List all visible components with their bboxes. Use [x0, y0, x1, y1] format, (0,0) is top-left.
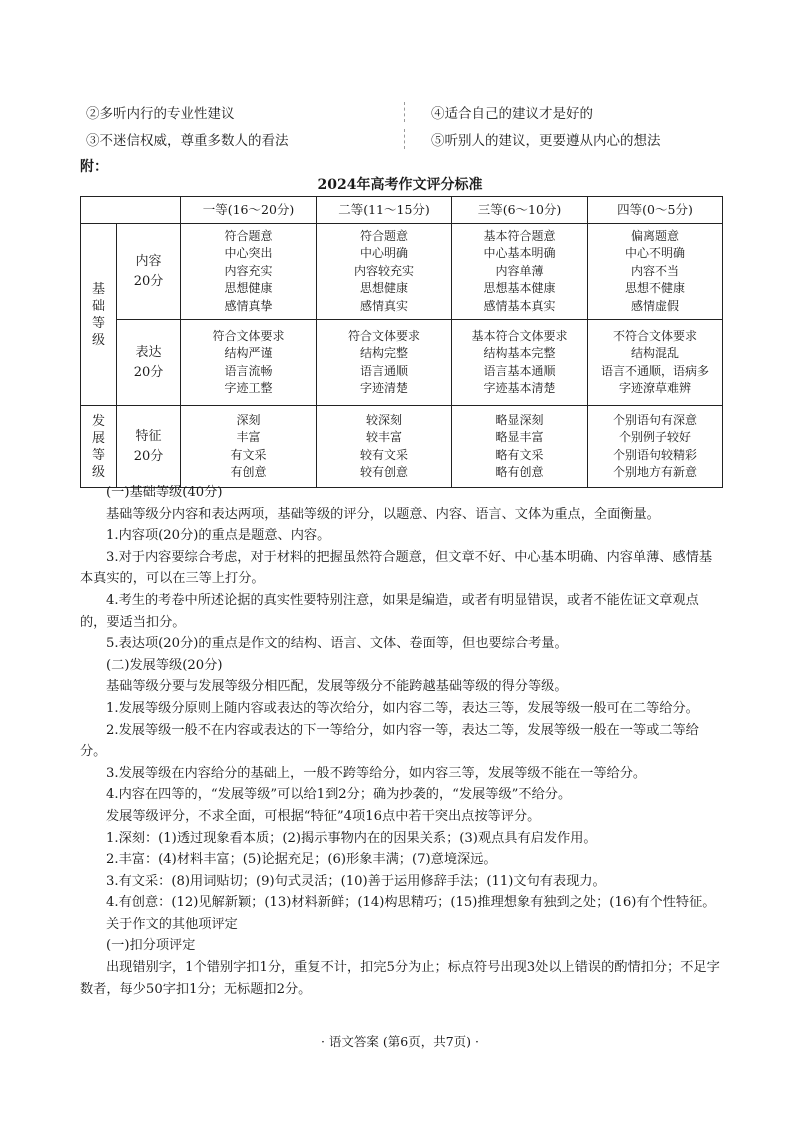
body-paragraph: 4.有创意：(12)见解新颖；(13)材料新鲜；(14)构思精巧；(15)推理想象有独到之处；(16)有个性特征。 — [106, 895, 716, 911]
criterion-cell — [588, 224, 723, 320]
option-item: ⑤听别人的建议，更要遵从内心的想法 — [431, 132, 661, 149]
criterion-line: 思想健康 — [359, 281, 408, 296]
criterion-cell — [588, 320, 723, 406]
grade-group-cell — [81, 224, 117, 406]
criterion-label-line: 20分 — [133, 448, 164, 464]
criterion-line: 字迹潦草难辨 — [618, 381, 691, 395]
grade-group-char: 础 — [91, 298, 105, 314]
grade-group-char: 等 — [91, 315, 105, 331]
body-paragraph: 3.对于内容要综合考虑，对于材料的把握虽然符合题意，但文章不好、中心基本明确、内容单薄、感情基本真实的，可以在三等上打分。 — [80, 549, 713, 587]
criterion-line: 内容单薄 — [495, 263, 544, 278]
criterion-line: 基本符合题意 — [483, 228, 556, 243]
criterion-label-line: 20分 — [133, 273, 164, 289]
body-paragraph: 4.内容在四等的，“发展等级”可以给1到2分；确为抄袭的，“发展等级”不给分。 — [106, 787, 572, 803]
criterion-line: 个别例子较好 — [618, 430, 691, 444]
criterion-label-cell — [117, 320, 181, 406]
criterion-cell — [452, 406, 588, 488]
body-paragraph: 1.深刻：(1)透过现象看本质；(2)揭示事物内在的因果关系；(3)观点具有启发作用。 — [106, 830, 597, 846]
criterion-label-cell — [117, 406, 181, 488]
criterion-line: 略显深刻 — [495, 412, 544, 427]
body-paragraph: (一)扣分项评定 — [106, 938, 196, 954]
options-row — [86, 98, 726, 125]
criterion-cell — [181, 320, 317, 406]
criterion-line: 偏离题意 — [630, 228, 679, 243]
criterion-line: 深刻 — [236, 412, 261, 427]
criterion-line: 语言基本通顺 — [483, 363, 556, 378]
criterion-line: 结构严谨 — [224, 346, 273, 360]
criterion-line: 中心明确 — [359, 246, 408, 261]
option-item: ④适合自己的建议才是好的 — [431, 105, 593, 122]
criterion-line: 符合文体要求 — [212, 328, 285, 343]
grade-group-char: 等 — [91, 447, 105, 463]
criterion-line: 语言不通顺，语病多 — [600, 363, 709, 378]
body-paragraph: 2.发展等级一般不在内容或表达的下一等给分，如内容一等，表达二等，发展等级一般在一等或二等给分。 — [80, 722, 699, 760]
body-paragraph: 1.发展等级分原则上随内容或表达的等次给分，如内容二等，表达三等，发展等级一般可在二等给分。 — [106, 700, 699, 716]
table-header-cell: 三等(6～10分) — [452, 197, 588, 224]
criterion-cell — [452, 320, 588, 406]
criterion-cell — [317, 224, 452, 320]
criterion-line: 感情真实 — [359, 298, 408, 313]
criterion-line: 中心突出 — [224, 246, 273, 261]
criterion-label-line: 内容 — [135, 253, 162, 269]
criterion-line: 内容充实 — [224, 263, 273, 278]
criterion-label-line: 特征 — [135, 428, 162, 444]
body-paragraph: 关于作文的其他项评定 — [106, 916, 238, 932]
scoring-table — [80, 196, 723, 488]
body-paragraph: 2.丰富：(4)材料丰富；(5)论据充足；(6)形象丰满；(7)意境深远。 — [106, 852, 497, 868]
table-header-cell: 二等(11～15分) — [317, 197, 452, 224]
criterion-label-cell — [117, 224, 181, 320]
criterion-cell — [588, 406, 723, 488]
criterion-cell — [317, 320, 452, 406]
body-paragraph: (一)基础等级(40分) — [106, 485, 223, 500]
appendix-label: 附： — [80, 159, 108, 175]
body-paragraph: 发展等级评分，不求全面，可根据“特征”4项16点中若干突出点按等评分。 — [106, 808, 541, 824]
criterion-line: 字迹工整 — [224, 381, 273, 395]
criterion-line: 中心不明确 — [624, 246, 685, 261]
criterion-line: 语言通顺 — [359, 363, 408, 378]
criterion-cell — [317, 406, 452, 488]
table-title: 2024年高考作文评分标准 — [317, 177, 483, 193]
table-header-cell: 一等(16～20分) — [181, 197, 317, 224]
criterion-line: 符合题意 — [224, 228, 273, 243]
criterion-line: 思想不健康 — [624, 281, 685, 296]
criterion-line: 思想基本健康 — [483, 281, 556, 296]
body-paragraph: 3.发展等级在内容给分的基础上，一般不跨等给分，如内容三等，发展等级不能在一等给分。 — [106, 765, 647, 781]
criterion-line: 略有创意 — [495, 465, 544, 479]
criterion-line: 符合题意 — [359, 228, 408, 243]
grade-group-char: 基 — [91, 281, 105, 297]
criterion-cell — [181, 224, 317, 320]
table-row — [81, 224, 723, 320]
body-paragraph: 5.表达项(20分)的重点是作文的结构、语言、文体、卷面等，但也要综合考量。 — [106, 636, 568, 652]
options-block — [86, 98, 726, 152]
criterion-line: 字迹基本清楚 — [483, 381, 556, 395]
table-row — [81, 320, 723, 406]
table-header-cell: 四等(0～5分) — [588, 197, 723, 224]
grade-group-char: 发 — [91, 413, 105, 429]
criterion-line: 结构混乱 — [630, 346, 679, 360]
dashed-divider — [404, 129, 405, 149]
criterion-line: 语言流畅 — [224, 363, 273, 378]
criterion-line: 字迹清楚 — [359, 381, 408, 395]
grade-group-char: 级 — [91, 464, 105, 480]
page-footer: · 语文答案 (第6页，共7页) · — [320, 1034, 480, 1049]
criterion-line: 思想健康 — [224, 281, 273, 296]
grade-group-cell — [81, 406, 117, 488]
criterion-line: 中心基本明确 — [483, 246, 556, 261]
criterion-line: 较有创意 — [359, 465, 408, 479]
criterion-line: 基本符合文体要求 — [471, 328, 568, 343]
table-corner-cell — [81, 197, 181, 224]
body-paragraph: 基础等级分内容和表达两项，基础等级的评分，以题意、内容、语言、文体为重点，全面衡量。 — [106, 506, 660, 522]
criterion-line: 结构基本完整 — [483, 346, 556, 360]
body-paragraph: (二)发展等级(20分) — [106, 657, 223, 673]
criterion-line: 丰富 — [236, 430, 261, 444]
criterion-line: 个别语句较精彩 — [612, 447, 697, 462]
grade-group-char: 展 — [91, 430, 105, 446]
criterion-line: 感情基本真实 — [483, 298, 556, 313]
criterion-line: 不符合文体要求 — [612, 328, 697, 343]
criterion-line: 感情虚假 — [630, 298, 679, 313]
criterion-line: 符合文体要求 — [347, 328, 420, 343]
criterion-cell — [181, 406, 317, 488]
criterion-label-line: 表达 — [135, 344, 162, 360]
option-item: ②多听内行的专业性建议 — [86, 105, 235, 122]
scoring-notes — [80, 482, 724, 1000]
criterion-line: 个别地方有新意 — [612, 465, 697, 479]
table-header-row — [81, 197, 723, 224]
criterion-line: 感情真挚 — [224, 298, 273, 313]
criterion-line: 略有文采 — [495, 447, 544, 462]
criterion-line: 内容不当 — [630, 263, 679, 278]
criterion-line: 略显丰富 — [495, 430, 544, 444]
dashed-divider — [404, 102, 405, 122]
body-paragraph: 3.有文采：(8)用词贴切；(9)句式灵活；(10)善于运用修辞手法；(11)文句有表现力。 — [106, 873, 606, 889]
criterion-cell — [452, 224, 588, 320]
criterion-line: 内容较充实 — [353, 263, 414, 278]
body-paragraph: 基础等级分要与发展等级分相匹配，发展等级分不能跨越基础等级的得分等级。 — [106, 679, 568, 695]
criterion-label-line: 20分 — [133, 364, 164, 380]
criterion-line: 较深刻 — [365, 412, 402, 427]
table-row — [81, 406, 723, 488]
body-paragraph: 1.内容项(20分)的重点是题意、内容。 — [106, 528, 331, 544]
body-paragraph: 4.考生的考卷中所述论据的真实性要特别注意，如果是编造，或者有明显错误，或者不能佐证文章观点的，要适当扣分。 — [80, 592, 699, 630]
criterion-line: 个别语句有深意 — [612, 412, 697, 427]
criterion-line: 有创意 — [230, 465, 267, 479]
criterion-line: 较有文采 — [359, 447, 408, 462]
options-row — [86, 125, 726, 152]
criterion-line: 结构完整 — [359, 346, 408, 360]
body-paragraph: 出现错别字，1个错别字扣1分，重复不计，扣完5分为止；标点符号出现3处以上错误的酌情扣分；不足字数者，每少50字扣1分；无标题扣2分。 — [80, 960, 720, 997]
grade-group-char: 级 — [91, 332, 105, 348]
criterion-line: 有文采 — [230, 447, 267, 462]
option-item: ③不迷信权威，尊重多数人的看法 — [86, 132, 289, 149]
criterion-line: 较丰富 — [365, 430, 402, 444]
